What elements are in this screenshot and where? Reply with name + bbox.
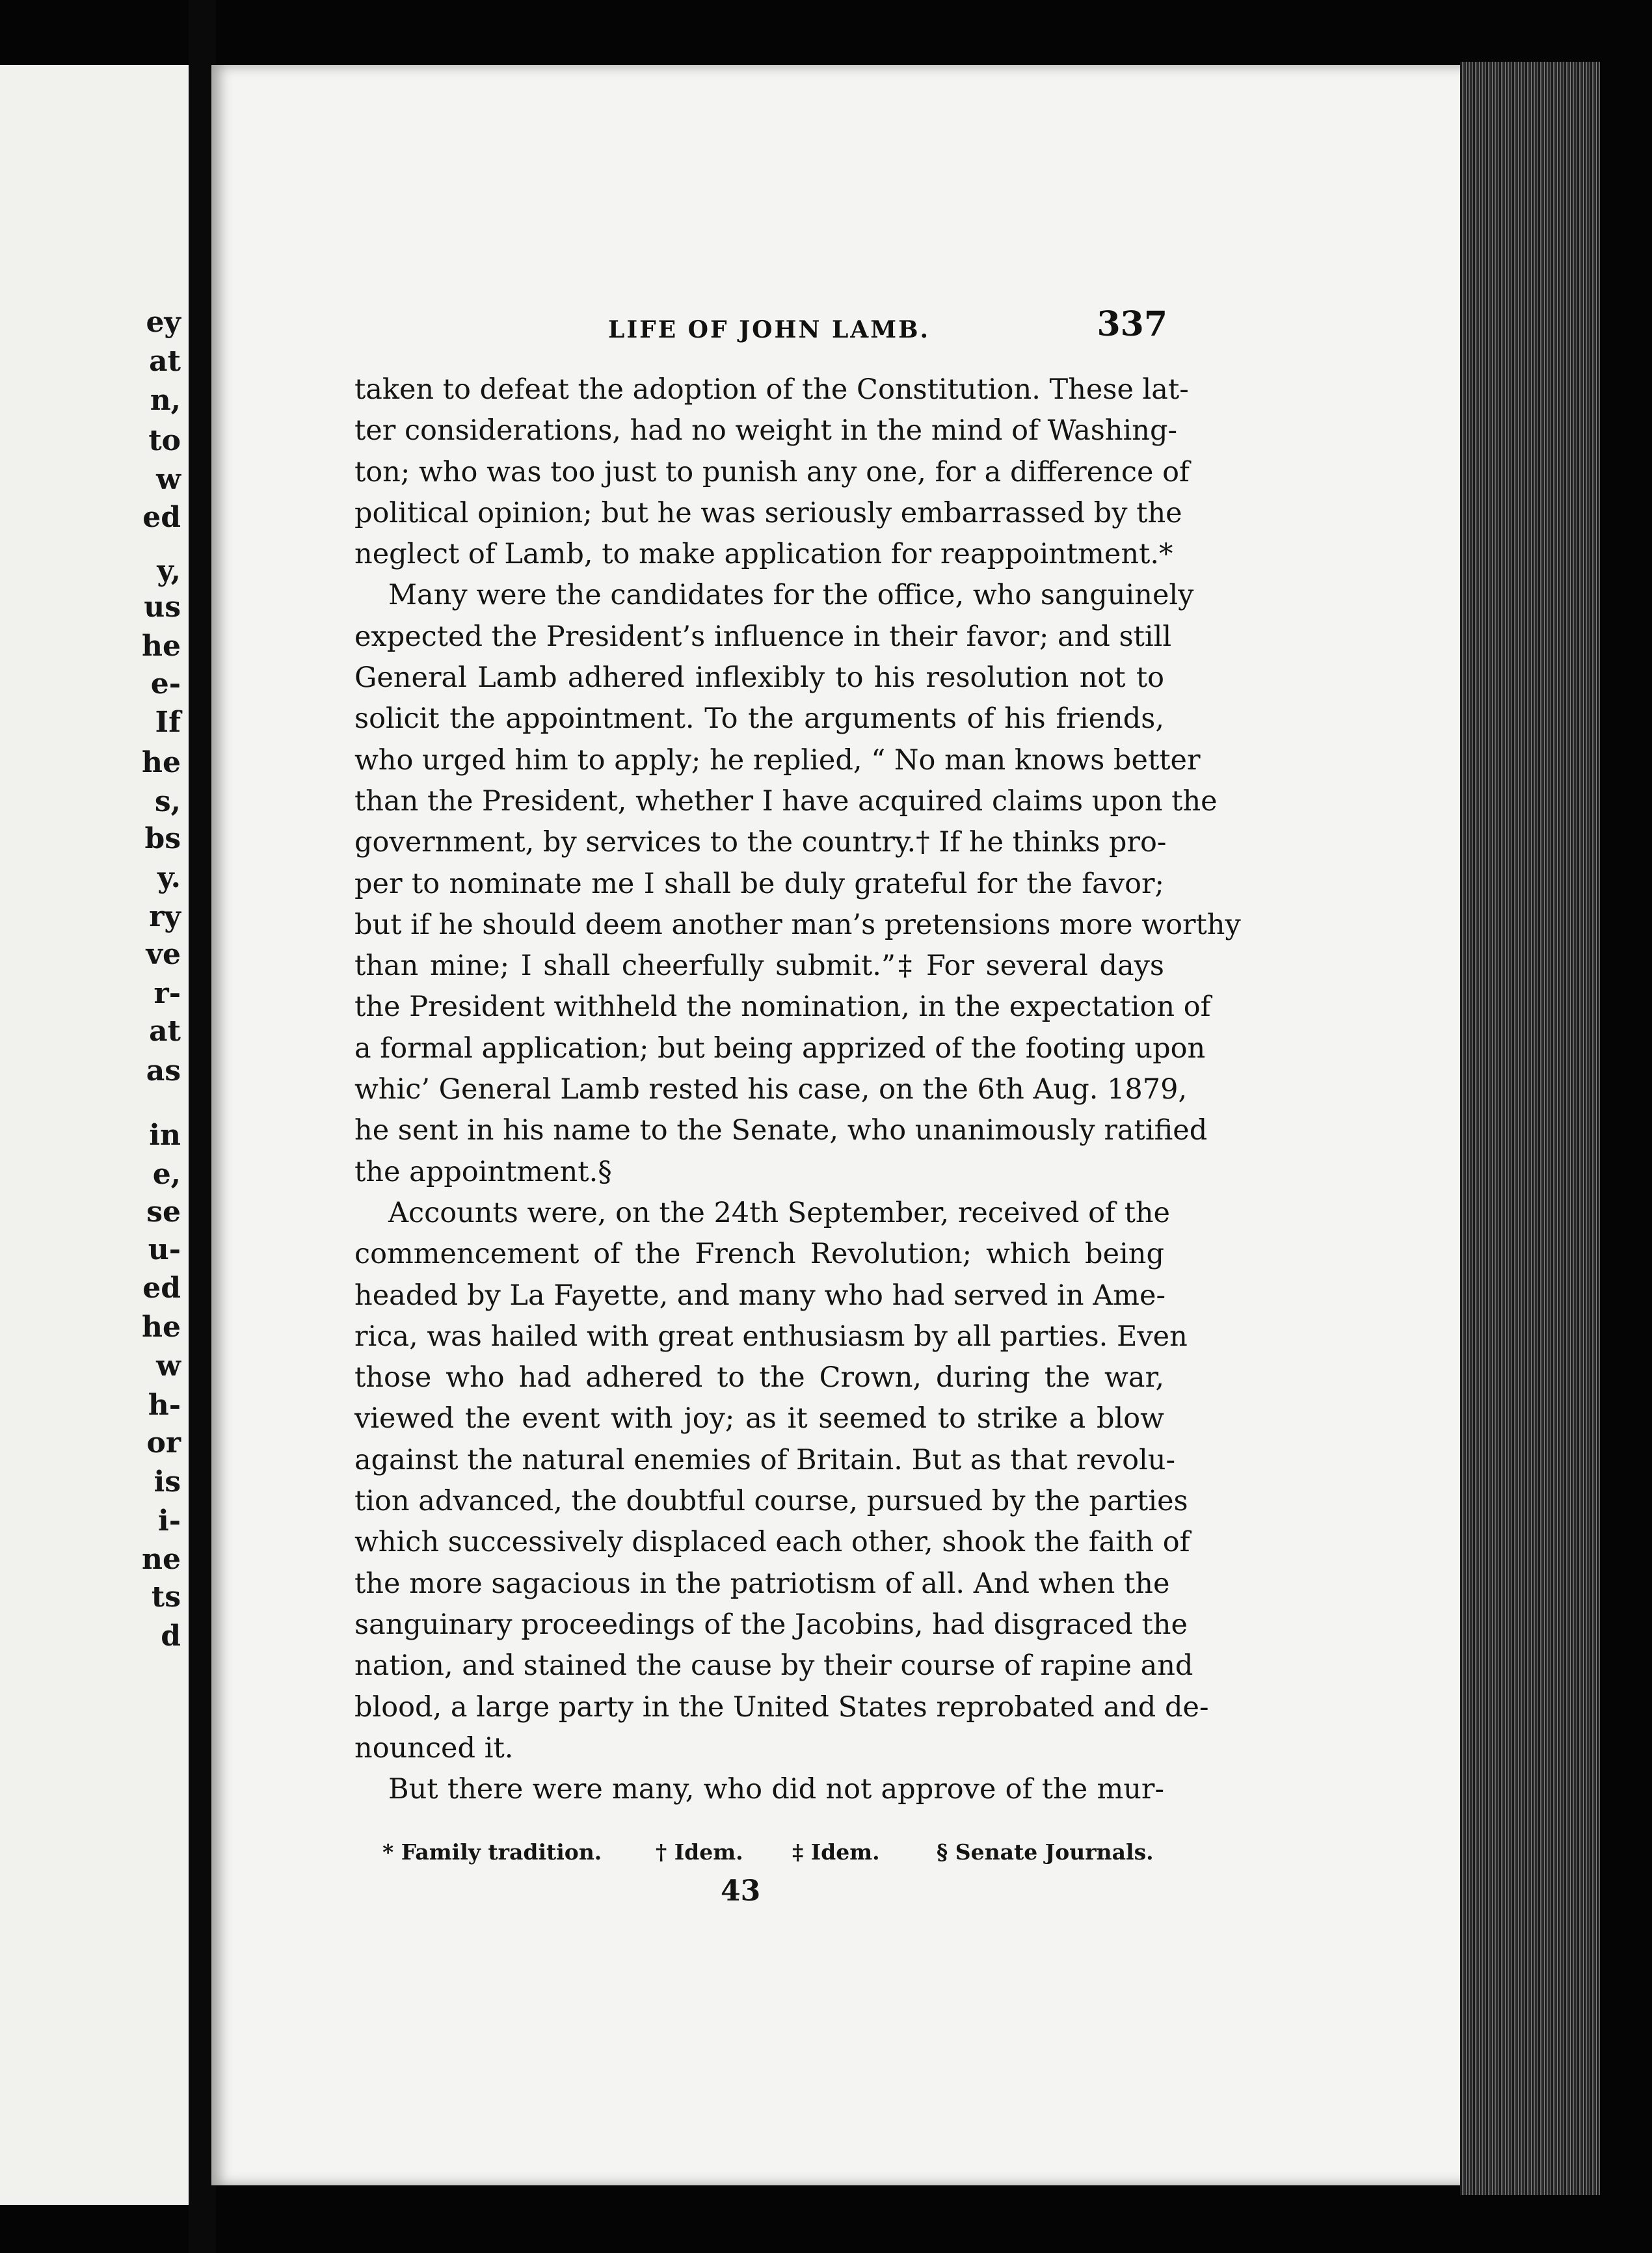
facing-page-fragment: ed bbox=[142, 501, 181, 534]
text-line: tion advanced, the doubtful course, pursued by the parties bbox=[354, 1485, 1188, 1518]
text-line: Accounts were, on the 24th September, received of the bbox=[388, 1196, 1170, 1229]
footnote-idem-double-dagger: ‡ Idem. bbox=[792, 1839, 880, 1865]
footnotes bbox=[382, 1839, 1154, 1876]
text-line: sanguinary proceedings of the Jacobins, had disgraced the bbox=[354, 1608, 1188, 1641]
text-line: blood, a large party in the United States reprobated and de- bbox=[354, 1690, 1209, 1724]
facing-page-fragment: ts bbox=[151, 1580, 181, 1614]
footnote-senate-journals: § Senate Journals. bbox=[937, 1839, 1154, 1865]
running-head bbox=[354, 304, 1167, 350]
facing-page-fragment: e, bbox=[152, 1158, 181, 1191]
text-line: than the President, whether I have acquired claims upon the bbox=[354, 784, 1218, 818]
facing-page-fragment: in bbox=[149, 1119, 181, 1152]
page-number: 337 bbox=[1097, 304, 1167, 344]
text-line: neglect of Lamb, to make application for reappointment.* bbox=[354, 538, 1173, 571]
facing-page-fragment: is bbox=[153, 1465, 181, 1499]
facing-page-fragment: e- bbox=[150, 667, 181, 700]
text-line: solicit the appointment. To the arguments of his friends, bbox=[354, 702, 1164, 736]
facing-page-fragment: ne bbox=[142, 1543, 181, 1576]
text-line: commencement of the French Revolution; which being bbox=[354, 1238, 1164, 1271]
facing-page-fragment: s, bbox=[154, 785, 181, 818]
text-line: nation, and stained the cause by their course of rapine and bbox=[354, 1649, 1193, 1683]
facing-page-fragment: u- bbox=[148, 1233, 181, 1266]
facing-page-fragment: at bbox=[149, 345, 181, 378]
page-edges bbox=[1460, 62, 1600, 2195]
facing-page-fragment: y. bbox=[157, 861, 181, 894]
facing-page-fragment: us bbox=[144, 591, 181, 624]
text-line: the President withheld the nomination, in the expectation of bbox=[354, 991, 1211, 1024]
text-line: which successively displaced each other, shook the faith of bbox=[354, 1526, 1190, 1559]
text-line: the more sagacious in the patriotism of all. And when the bbox=[354, 1567, 1170, 1600]
text-line: the appointment.§ bbox=[354, 1155, 612, 1188]
text-line: those who had adhered to the Crown, during the war, bbox=[354, 1361, 1164, 1394]
facing-page-fragment: ey bbox=[146, 306, 181, 339]
text-line: ton; who was too just to punish any one, for a difference of bbox=[354, 455, 1190, 488]
text-line: but if he should deem another man’s pretensions more worthy bbox=[354, 908, 1241, 941]
facing-page-fragment: he bbox=[142, 746, 181, 779]
facing-page-fragment: se bbox=[146, 1195, 181, 1229]
facing-page-fragment: to bbox=[148, 424, 181, 457]
text-line: political opinion; but he was seriously embarrassed by the bbox=[354, 496, 1182, 529]
facing-page-fragment: as bbox=[146, 1054, 181, 1087]
facing-page-fragment: ry bbox=[149, 900, 181, 933]
text-line: government, by services to the country.† If he thinks pro- bbox=[354, 826, 1167, 859]
text-line: headed by La Fayette, and many who had served in Ame- bbox=[354, 1279, 1166, 1312]
text-line: whic’ General Lamb rested his case, on the 6th Aug. 1879, bbox=[354, 1073, 1188, 1106]
facing-page-fragment: n, bbox=[150, 384, 181, 417]
facing-page-fragment: d bbox=[161, 1620, 181, 1653]
text-line: who urged him to apply; he replied, “ No man knows better bbox=[354, 743, 1201, 777]
text-line: against the natural enemies of Britain. But as that revolu- bbox=[354, 1443, 1175, 1476]
facing-page-fragment: bs bbox=[144, 822, 181, 855]
facing-page-fragment: he bbox=[142, 1311, 181, 1344]
facing-page-fragment: i- bbox=[158, 1504, 181, 1538]
text-line: he sent in his name to the Senate, who unanimously ratified bbox=[354, 1114, 1208, 1147]
facing-page-fragment: If bbox=[155, 706, 181, 739]
facing-page-fragment: at bbox=[149, 1015, 181, 1048]
body-text bbox=[354, 369, 1241, 1810]
facing-page-fragment: w bbox=[156, 1350, 181, 1383]
text-line: ter considerations, had no weight in the mind of Washing- bbox=[354, 414, 1178, 447]
text-line: But there were many, who did not approve of the mur- bbox=[388, 1773, 1164, 1806]
facing-page-fragment: y, bbox=[157, 554, 181, 587]
facing-page-left bbox=[0, 65, 189, 2205]
text-line: rica, was hailed with great enthusiasm by all parties. Even bbox=[354, 1320, 1188, 1353]
text-line: than mine; I shall cheerfully submit.”‡ For several days bbox=[354, 950, 1164, 983]
text-line: General Lamb adhered inflexibly to his resolution not to bbox=[354, 661, 1164, 695]
facing-page-fragment: h- bbox=[148, 1389, 181, 1422]
facing-page-fragment: or bbox=[146, 1426, 181, 1460]
footnote-idem-dagger: † Idem. bbox=[656, 1839, 743, 1865]
running-title: LIFE OF JOHN LAMB. bbox=[608, 316, 931, 343]
text-line: a formal application; but being apprized of the footing upon bbox=[354, 1032, 1206, 1065]
text-line: expected the President’s influence in their favor; and still bbox=[354, 620, 1172, 653]
text-line: viewed the event with joy; as it seemed to strike a blow bbox=[354, 1402, 1164, 1435]
text-line: nounced it. bbox=[354, 1731, 514, 1765]
text-line: taken to defeat the adoption of the Constitution. These lat- bbox=[354, 373, 1189, 406]
facing-page-fragment: w bbox=[156, 463, 181, 496]
text-line: per to nominate me I shall be duly grateful for the favor; bbox=[354, 867, 1164, 900]
facing-page-fragment: r- bbox=[153, 977, 181, 1010]
facing-page-fragment: ve bbox=[146, 938, 181, 971]
facing-page-fragment: he bbox=[142, 630, 181, 663]
text-line: Many were the candidates for the office, who sanguinely bbox=[388, 579, 1194, 612]
facing-page-fragment: ed bbox=[142, 1272, 181, 1305]
footnote-family-tradition: * Family tradition. bbox=[382, 1839, 602, 1865]
signature-mark: 43 bbox=[721, 1874, 761, 1908]
